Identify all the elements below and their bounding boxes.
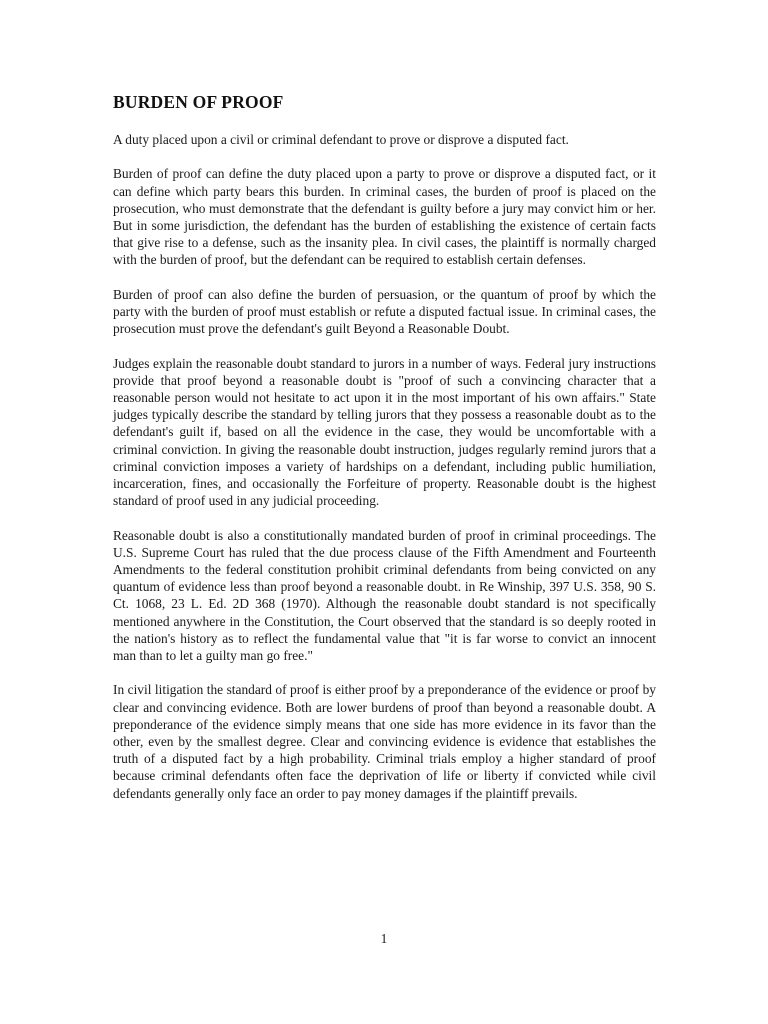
body-paragraph: Judges explain the reasonable doubt standard to jurors in a number of ways. Federal jury instructions provide that proof beyond a reasonable doubt is "proof of such a convincing character that a reasonable person would not hesitate to act upon it in the most important of his own affairs." State judges typically describe the standard by telling jurors that they possess a reasonable doubt as to the defendant's guilt if, based on all the evidence in the case, they would be uncomfortable with a criminal conviction. In giving the reasonable doubt instruction, judges regularly remind jurors that a criminal conviction imposes a variety of hardships on a defendant, including public humiliation, incarceration, fines, and occasionally the Forfeiture of property. Reasonable doubt is the highest standard of proof used in any judicial proceeding. — [113, 355, 656, 509]
body-paragraph: Burden of proof can also define the burden of persuasion, or the quantum of proof by which the party with the burden of proof must establish or refute a disputed factual issue. In criminal cases, the prosecution must prove the defendant's guilt Beyond a Reasonable Doubt. — [113, 286, 656, 337]
body-paragraph: In civil litigation the standard of proof is either proof by a preponderance of the evidence or proof by clear and convincing evidence. Both are lower burdens of proof than beyond a reasonable doubt. A preponderance of the evidence simply means that one side has more evidence in its favor than the other, even by the smallest degree. Clear and convincing evidence is evidence that establishes the truth of a disputed fact by a high probability. Criminal trials employ a higher standard of proof because criminal defendants often face the deprivation of life or liberty if convicted while civil defendants generally only face an order to pay money damages if the plaintiff prevails. — [113, 682, 656, 801]
definition-paragraph: A duty placed upon a civil or criminal defendant to prove or disprove a disputed fact. — [113, 132, 569, 147]
document-page — [113, 92, 656, 819]
document-title: BURDEN OF PROOF — [113, 92, 284, 112]
body-paragraph: Burden of proof can define the duty placed upon a party to prove or disprove a disputed fact, or it can define which party bears this burden. In criminal cases, the burden of proof is placed on the prosecution, who must demonstrate that the defendant is guilty before a jury may convict him or her. But in some jurisdiction, the defendant has the burden of establishing the existence of certain facts that give rise to a defense, such as the insanity plea. In civil cases, the plaintiff is normally charged with the burden of proof, but the defendant can be required to establish certain defenses. — [113, 166, 656, 268]
page-number: 1 — [380, 931, 388, 946]
body-paragraph: Reasonable doubt is also a constitutionally mandated burden of proof in criminal proceedings. The U.S. Supreme Court has ruled that the due process clause of the Fifth Amendment and Fourteenth Amendments to the federal constitution prohibit criminal defendants from being convicted on any quantum of evidence less than proof beyond a reasonable doubt. in Re Winship, 397 U.S. 358, 90 S. Ct. 1068, 23 L. Ed. 2D 368 (1970). Although the reasonable doubt standard is not specifically mentioned anywhere in the Constitution, the Court observed that the standard is so deeply rooted in the nation's history as to reflect the fundamental value that "it is far worse to convict an innocent man than to let a guilty man go free." — [113, 527, 656, 664]
